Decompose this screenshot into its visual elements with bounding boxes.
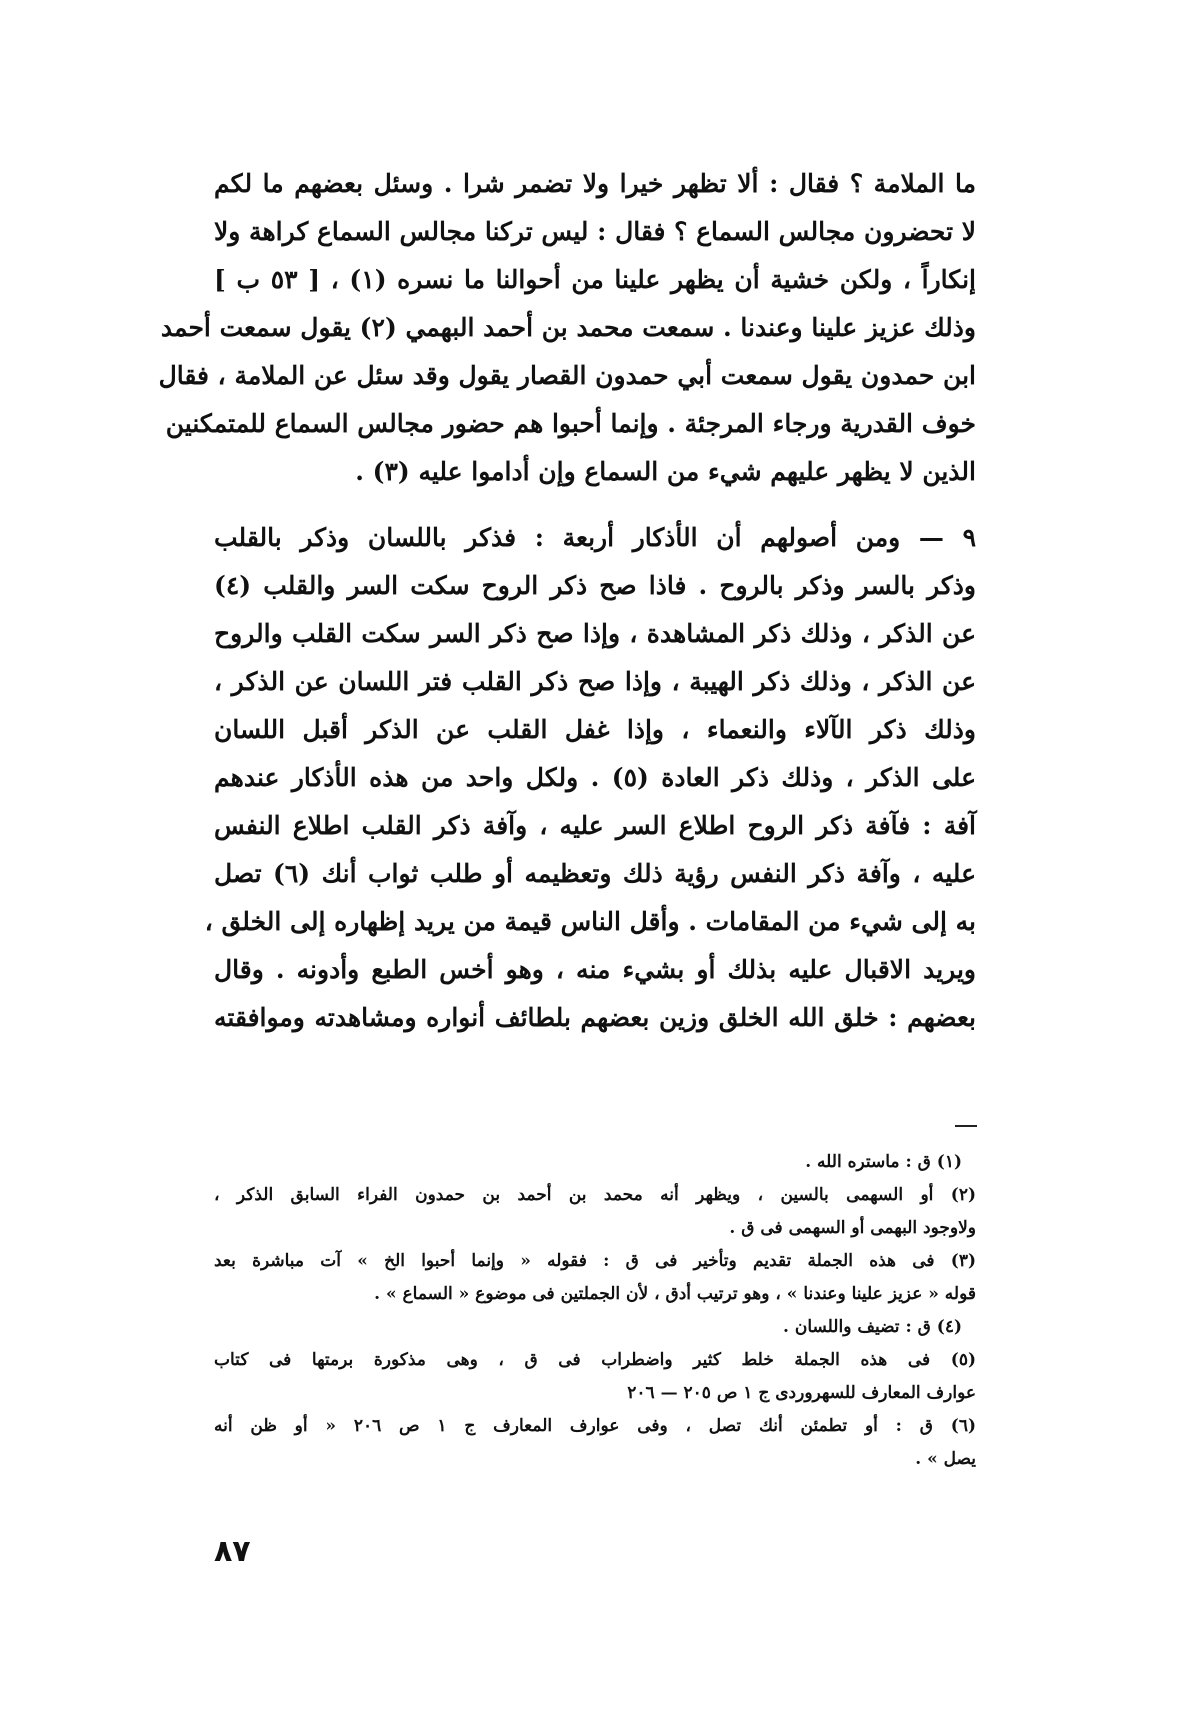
page-number: ٨٧ xyxy=(214,1534,251,1569)
footnote-3-cont: قوله « عزيز علينا وعندنا » ، وهو ترتيب أدق ، لأن الجملتين فى موضوع « السماع » . xyxy=(374,1284,976,1304)
paragraph-2 xyxy=(204,514,976,1042)
text-line: عن الذكر ، وذلك ذكر الهيبة ، وإذا صح ذكر القلب فتر اللسان عن الذكر ، xyxy=(214,667,976,696)
main-text xyxy=(158,160,976,1042)
text-line: ٩ — ومن أصولهم أن الأذكار أربعة : فذكر باللسان وذكر بالقلب xyxy=(214,523,976,552)
text-line: وذلك عزيز علينا وعندنا . سمعت محمد بن أحمد البهمي (٢) يقول سمعت أحمد xyxy=(160,313,976,342)
footnote-2: (٢) أو السهمى بالسين ، ويظهر أنه محمد بن أحمد بن حمدون الفراء السابق الذكر ، xyxy=(214,1185,976,1205)
text-line: به إلى شيء من المقامات . وأقل الناس قيمة من يريد إظهاره إلى الخلق ، xyxy=(204,907,976,936)
paragraph-1 xyxy=(158,160,976,496)
footnote-2-cont: ولاوجود البهمى أو السهمى فى ق . xyxy=(729,1218,976,1238)
text-line: وذكر بالسر وذكر بالروح . فاذا صح ذكر الروح سكت السر والقلب (٤) xyxy=(214,571,976,600)
footnote-separator xyxy=(955,1125,977,1127)
footnotes xyxy=(214,1146,976,1476)
text-line: إنكاراً ، ولكن خشية أن يظهر علينا من أحوالنا ما نسره (١) ، [ ٥٣ ب ] xyxy=(214,265,976,294)
text-line: عن الذكر ، وذلك ذكر المشاهدة ، وإذا صح ذكر السر سكت القلب والروح xyxy=(214,619,976,648)
text-line: لا تحضرون مجالس السماع ؟ فقال : ليس تركنا مجالس السماع كراهة ولا xyxy=(214,217,976,246)
text-line: عليه ، وآفة ذكر النفس رؤية ذلك وتعظيمه أو طلب ثواب أنك (٦) تصل xyxy=(214,859,976,888)
text-line: ابن حمدون يقول سمعت أبي حمدون القصار يقول وقد سئل عن الملامة ، فقال xyxy=(158,361,976,390)
footnote-4: (٤) ق : تضيف واللسان . xyxy=(783,1317,962,1337)
paragraph-gap xyxy=(214,496,976,514)
footnote-5: (٥) فى هذه الجملة خلط كثير واضطراب فى ق ، وهى مذكورة برمتها فى كتاب xyxy=(214,1350,976,1370)
text-line: خوف القدرية ورجاء المرجئة . وإنما أحبوا هم حضور مجالس السماع للمتمكنين xyxy=(165,409,976,438)
text-line: آفة : فآفة ذكر الروح اطلاع السر عليه ، وآفة ذكر القلب اطلاع النفس xyxy=(214,811,976,840)
text-line: ويريد الاقبال عليه بذلك أو بشيء منه ، وهو أخس الطبع وأدونه . وقال xyxy=(214,955,976,984)
footnote-6-cont: يصل » . xyxy=(915,1449,976,1469)
footnote-3: (٣) فى هذه الجملة تقديم وتأخير فى ق : فقوله « وإنما أحبوا الخ » آت مباشرة بعد xyxy=(214,1251,976,1271)
text-line: ما الملامة ؟ فقال : ألا تظهر خيرا ولا تضمر شرا . وسئل بعضهم ما لكم xyxy=(214,169,976,198)
footnote-1: (١) ق : ماستره الله . xyxy=(805,1152,962,1172)
footnote-6: (٦) ق : أو تطمئن أنك تصل ، وفى عوارف المعارف ج ١ ص ٢٠٦ « أو ظن أنه xyxy=(214,1416,976,1436)
text-line: بعضهم : خلق الله الخلق وزين بعضهم بلطائف أنواره ومشاهدته وموافقته xyxy=(214,1003,976,1032)
footnote-5-cont: عوارف المعارف للسهروردى ج ١ ص ٢٠٥ — ٢٠٦ xyxy=(627,1383,976,1403)
text-line: على الذكر ، وذلك ذكر العادة (٥) . ولكل واحد من هذه الأذكار عندهم xyxy=(214,763,976,792)
text-line: الذين لا يظهر عليهم شيء من السماع وإن أداموا عليه (٣) . xyxy=(355,457,976,486)
text-line: وذلك ذكر الآلاء والنعماء ، وإذا غفل القلب عن الذكر أقبل اللسان xyxy=(214,715,976,744)
